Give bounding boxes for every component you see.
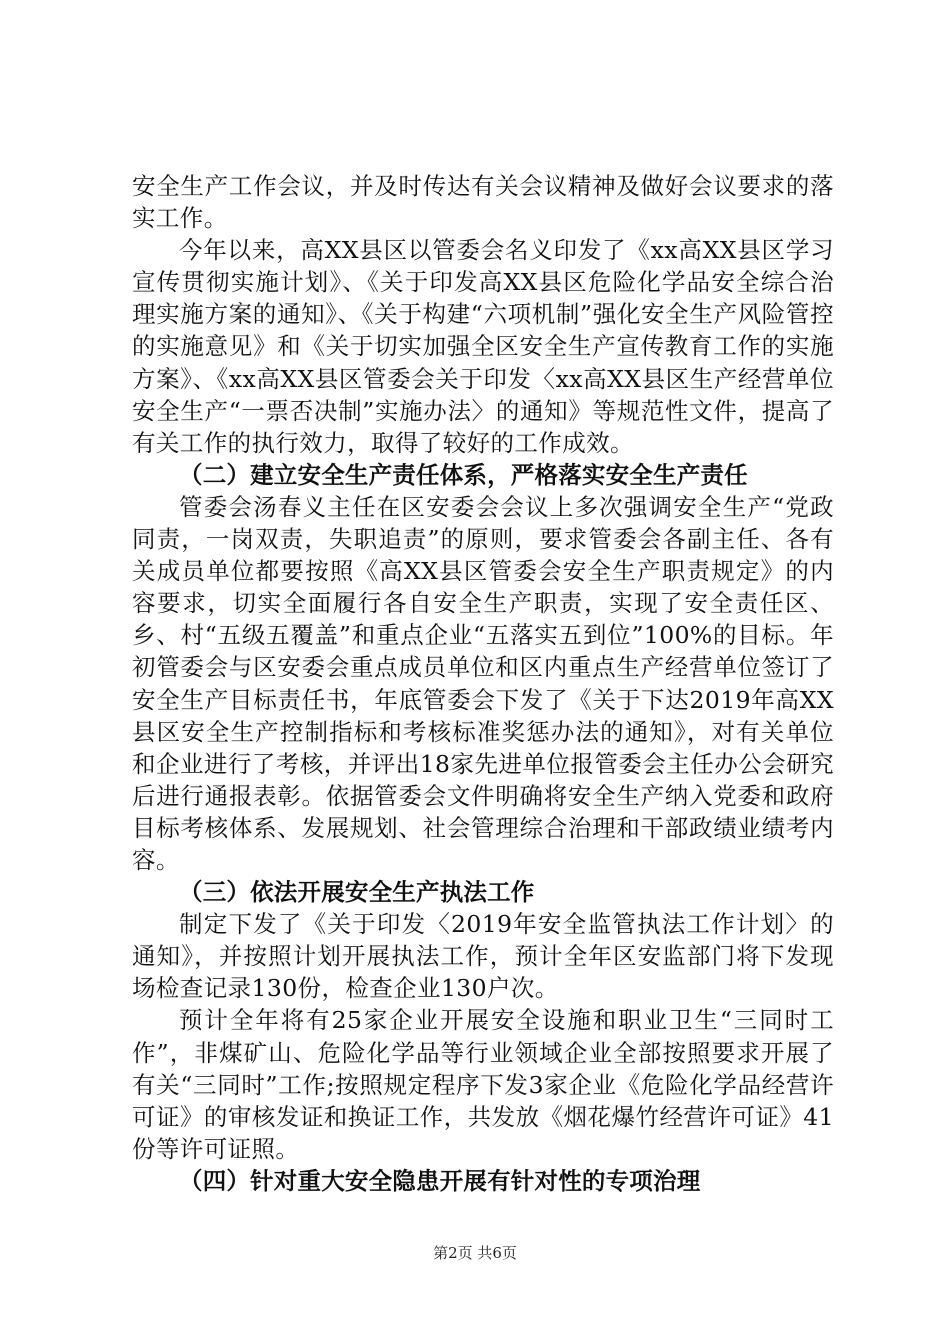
section-heading-3: （三）依法开展安全生产执法工作: [179, 878, 535, 907]
paragraph-responsibility-system: 管委会汤春义主任在区安委会会议上多次强调安全生产“党政同责，一岗双责，失职追责”的原则，要求管委会各副主任、各有关成员单位都要按照《高XX县区管委会安全生产职责规定》的内容要求，切实全面履行各自安全生产职责，实现了安全责任区、乡、村“五级五覆盖”和重点企业“五落实五到位”100%的目标。年初管委会与区安委会重点成员单位和区内重点生产经营单位签订了安全生产目标责任书，年底管委会下发了《关于下达2019年高XX县区安全生产控制指标和考核标准奖惩办法的通知》，对有关单位和企业进行了考核，并评出18家先进单位报管委会主任办公会研究后进行通报表彰。依据管委会文件明确将安全生产纳入党委和政府目标考核体系、发展规划、社会管理综合治理和干部政绩业绩考内容。: [132, 492, 834, 874]
paragraph-continuation: 安全生产工作会议，并及时传达有关会议精神及做好会议要求的落实工作。: [132, 172, 834, 233]
section-heading-2: （二）建立安全生产责任体系，严格落实安全生产责任: [179, 460, 748, 489]
page-footer: 第2页 共6页: [433, 1244, 517, 1262]
paragraph-policy-documents: 今年以来，高XX县区以管委会名义印发了《xx高XX县区学习宣传贯彻实施计划》、《关于印发高XX县区危险化学品安全综合治理实施方案的通知》、《关于构建“六项机制”强化安全生产风险管控的实施意见》和《关于切实加强全区安全生产宣传教育工作的实施方案》、《xx高XX县区管委会关于印发〈xx高XX县区生产经营单位安全生产“一票否决制”实施办法〉的通知》等规范性文件，提高了有关工作的执行效力，取得了较好的工作成效。: [132, 236, 834, 457]
section-heading-4: （四）针对重大安全隐患开展有针对性的专项治理: [179, 1166, 701, 1195]
document-body: [132, 170, 834, 1197]
paragraph-enforcement-plan: 制定下发了《关于印发〈2019年安全监管执法工作计划〉的通知》，并按照计划开展执法工作，预计全年区安监部门将下发现场检查记录130份，检查企业130户次。: [132, 910, 834, 1003]
paragraph-three-simultaneous: 预计全年将有25家企业开展安全设施和职业卫生“三同时工作”，非煤矿山、危险化学品等行业领域企业全部按照要求开展了有关“三同时”工作;按照规定程序下发3家企业《危险化学品经营许可证》的审核发证和换证工作，共发放《烟花爆竹经营许可证》41份等许可证照。: [132, 1006, 834, 1163]
